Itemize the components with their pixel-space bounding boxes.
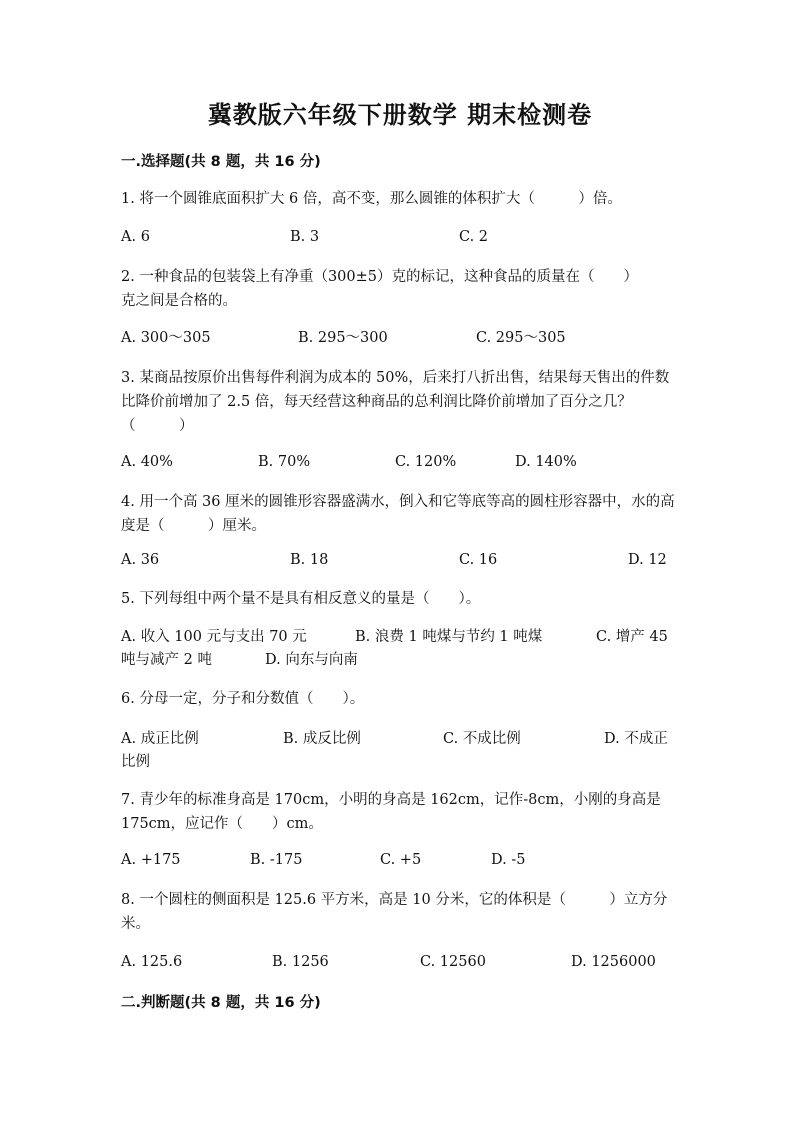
question-3-text: 3. 某商品按原价出售每件利润为成本的 50%，后来打八折出售，结果每天售出的件数比降价前增加了 2.5 倍，每天经营这种商品的总利润比降价前增加了百分之几？（ ） [121, 370, 670, 434]
section-heading-choice: 一.选择题(共 8 题，共 16 分) [121, 154, 321, 170]
question-1-option-c: C. 2 [459, 229, 489, 245]
question-6-option-c: C. 不成比例 [443, 731, 521, 747]
question-5-option-d: D. 向东与向南 [265, 652, 358, 668]
question-2-text: 2. 一种食品的包装袋上有净重（300±5）克的标记，这种食品的质量在（ ）克之间是合格的。 [121, 269, 638, 309]
question-6-option-a: A. 成正比例 [121, 731, 199, 747]
question-8-option-b: B. 1256 [272, 954, 329, 970]
question-7-option-b: B. -175 [250, 852, 303, 868]
question-3-option-b: B. 70% [258, 454, 311, 470]
question-4-option-a: A. 36 [121, 552, 160, 568]
question-6-option-b: B. 成反比例 [283, 731, 361, 747]
exam-title: 冀教版六年级下册数学 期末检测卷 [207, 101, 593, 129]
question-6-option-d: D. 不成正 [604, 731, 668, 747]
question-1-option-b: B. 3 [290, 229, 320, 245]
question-4-option-d: D. 12 [628, 552, 667, 568]
question-8-option-a: A. 125.6 [121, 954, 183, 970]
question-7-text: 7. 青少年的标准身高是 170cm，小明的身高是 162cm，记作-8cm，小刚的身高是 175cm，应记作（ ）cm。 [121, 792, 661, 832]
question-2-option-b: B. 295～300 [298, 330, 388, 346]
question-7-option-a: A. +175 [121, 852, 181, 868]
question-8-option-d: D. 1256000 [571, 954, 656, 970]
question-8-text: 8. 一个圆柱的侧面积是 125.6 平方米，高是 10 分米，它的体积是（ ）立方分米。 [121, 892, 668, 932]
question-7-option-c: C. +5 [380, 852, 422, 868]
question-7-option-d: D. -5 [491, 852, 526, 868]
question-5-text: 5. 下列每组中两个量不是具有相反意义的量是（ ）。 [121, 591, 481, 607]
question-2-option-a: A. 300～305 [121, 330, 211, 346]
question-8-option-c: C. 12560 [420, 954, 486, 970]
question-1-option-a: A. 6 [121, 229, 150, 245]
question-1-text: 1. 将一个圆锥底面积扩大 6 倍，高不变，那么圆锥的体积扩大（ ）倍。 [121, 191, 622, 207]
question-3-option-a: A. 40% [121, 454, 173, 470]
question-3-option-d: D. 140% [515, 454, 577, 470]
question-5-option-c: C. 增产 45 [596, 629, 668, 645]
question-5-option-a: A. 收入 100 元与支出 70 元 [121, 629, 307, 645]
question-2-option-c: C. 295～305 [476, 330, 566, 346]
question-3-option-c: C. 120% [395, 454, 457, 470]
question-5-option-c-continued: 吨与减产 2 吨 [121, 652, 212, 668]
section-heading-judgment: 二.判断题(共 8 题，共 16 分) [121, 995, 321, 1011]
question-4-text: 4. 用一个高 36 厘米的圆锥形容器盛满水，倒入和它等底等高的圆柱形容器中，水的高度是（ ）厘米。 [121, 494, 675, 534]
question-4-option-c: C. 16 [459, 552, 498, 568]
question-6-text: 6. 分母一定，分子和分数值（ ）。 [121, 691, 365, 707]
question-6-option-d-continued: 比例 [121, 754, 150, 770]
question-5-option-b: B. 浪费 1 吨煤与节约 1 吨煤 [355, 629, 543, 645]
question-4-option-b: B. 18 [290, 552, 329, 568]
